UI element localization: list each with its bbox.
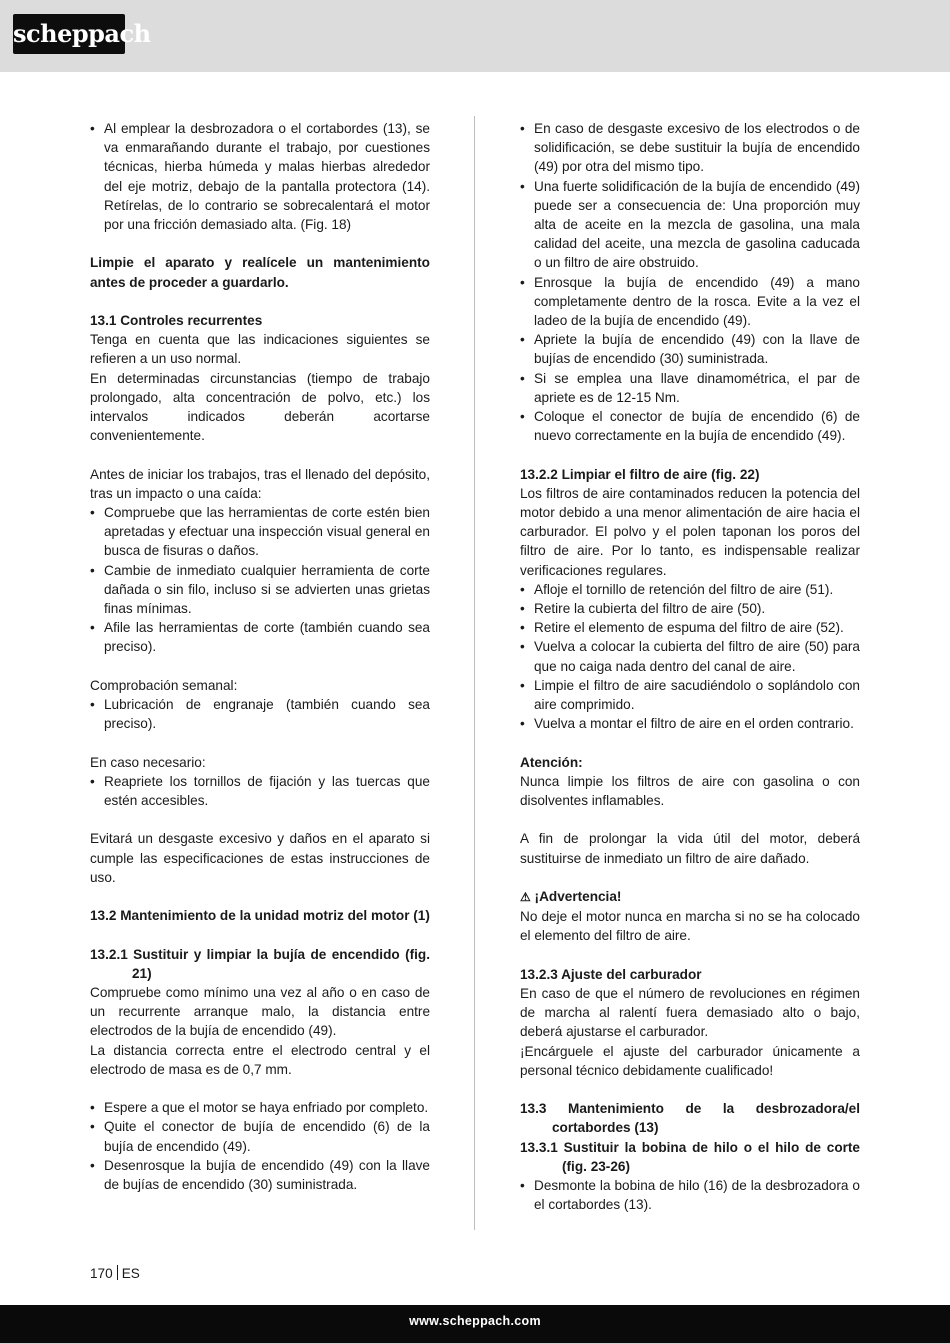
paragraph: Comprobación semanal:	[90, 677, 238, 693]
list-item: • Afloje el tornillo de retención del filtro de aire (51).	[520, 580, 860, 599]
paragraph: Antes de iniciar los trabajos, tras el llenado del depósito, tras un impacto o una caída:	[90, 466, 430, 501]
intro-list	[90, 119, 430, 234]
page-separator	[117, 1265, 118, 1280]
list-item: • Espere a que el motor se haya enfriado por completo.	[90, 1098, 430, 1117]
list-item: • Desmonte la bobina de hilo (16) de la desbrozadora o el cortabordes (13).	[520, 1176, 860, 1214]
before-work-list	[90, 503, 430, 657]
section-13-3-title: 13.3 Mantenimiento de la desbrozadora/el cortabordes (13)	[520, 1101, 860, 1136]
paragraph: En caso necesario:	[90, 754, 206, 770]
list-item: • En caso de desgaste excesivo de los electrodos o de solidificación, se debe sustituir la bujía de encendido (49) por otra del mismo tipo.	[520, 119, 860, 177]
list-item: • Apriete la bujía de encendido (49) con la llave de bujías de encendido (30) suministrada.	[520, 330, 860, 368]
right-column	[520, 119, 860, 1214]
page-number-value: 170	[90, 1266, 113, 1281]
attention-title: Atención:	[520, 754, 583, 770]
paragraph: A fin de prolongar la vida útil del motor, deberá sustituirse de inmediato un filtro de aire dañado.	[520, 831, 860, 866]
list-item: • Limpie el filtro de aire sacudiéndolo o soplándolo con aire comprimido.	[520, 676, 860, 714]
page-number	[90, 1265, 140, 1281]
section-13-2-1-title: 13.2.1 Sustituir y limpiar la bujía de encendido (fig. 21)	[90, 946, 430, 981]
list-item: • Vuelva a montar el filtro de aire en el orden contrario.	[520, 714, 860, 733]
paragraph: En caso de que el número de revoluciones en régimen de marcha al ralentí fuera demasiado alto o bajo, deberá ajustarse el carburador.	[520, 986, 860, 1040]
list-item: • Afile las herramientas de corte (también cuando sea preciso).	[90, 618, 430, 656]
air-filter-list	[520, 580, 860, 734]
section-13-2-2-title: 13.2.2 Limpiar el filtro de aire (fig. 22)	[520, 466, 760, 482]
section-13-3-1-title: 13.3.1 Sustituir la bobina de hilo o el hilo de corte (fig. 23-26)	[520, 1139, 860, 1174]
spark-plug-list	[90, 1098, 430, 1194]
list-item: • Compruebe que las herramientas de corte estén bien apretadas y efectuar una inspección visual general en busca de fisuras o daños.	[90, 503, 430, 561]
paragraph: No deje el motor nunca en marcha si no se ha colocado el elemento del filtro de aire.	[520, 909, 860, 944]
warning-triangle-icon: ⚠	[520, 890, 531, 905]
paragraph: Los filtros de aire contaminados reducen la potencia del motor debido a una menor alimentación de aire hacia el carburador. El polvo y el polen taponan los poros del filtro de aire. Por lo tanto, es indispensable realizar verificaciones regulares.	[520, 485, 860, 578]
warning-heading	[520, 887, 860, 907]
section-13-2-title: 13.2 Mantenimiento de la unidad motriz del motor (1)	[90, 908, 430, 924]
clean-notice: Limpie el aparato y realícele un mantenimiento antes de proceder a guardarlo.	[90, 255, 430, 290]
left-column	[90, 119, 430, 1194]
paragraph: Evitará un desgaste excesivo y daños en el aparato si cumple las especificaciones de estas instrucciones de uso.	[90, 831, 430, 885]
list-item: • Vuelva a colocar la cubierta del filtro de aire (50) para que no caiga nada dentro del canal de aire.	[520, 637, 860, 675]
list-item: • Desenrosque la bujía de encendido (49) con la llave de bujías de encendido (30) suministrada.	[90, 1156, 430, 1194]
section-13-2-3-title: 13.2.3 Ajuste del carburador	[520, 966, 702, 982]
list-item: • Quite el conector de bujía de encendido (6) de la bujía de encendido (49).	[90, 1117, 430, 1155]
scheppach-logo: scheppach	[13, 14, 125, 54]
paragraph: Compruebe como mínimo una vez al año o en caso de un recurrente arranque malo, la distancia entre electrodos de la bujía de encendido (49).	[90, 985, 430, 1039]
list-item: • Una fuerte solidificación de la bujía de encendido (49) puede ser a consecuencia de: Una proporción muy alta de aceite en la mezcla de gasolina, una mala calidad del aceite, una mezcla de gasolina caducada o un filtro de aire obstruido.	[520, 177, 860, 273]
spark-plug-list-continued	[520, 119, 860, 445]
line-spool-list	[520, 1176, 860, 1214]
list-item: • Coloque el conector de bujía de encendido (6) de nuevo correctamente en la bujía de encendido (49).	[520, 407, 860, 445]
list-item: • Enrosque la bujía de encendido (49) a mano completamente dentro de la rosca. Evite a la vez el ladeo de la bujía de encendido (49).	[520, 273, 860, 331]
column-divider	[474, 116, 475, 1230]
list-item: • Al emplear la desbrozadora o el cortabordes (13), se va enmarañando durante el trabajo, por cuestiones técnicas, hierba húmeda y malas hierbas alrededor del eje motriz, debajo de la pantalla protectora (14). Retírelas, de lo contrario se sobrecalentará el motor por una fricción demasiado alta. (Fig. 18)	[90, 119, 430, 234]
if-needed-list	[90, 772, 430, 810]
website-link[interactable]: www.scheppach.com	[409, 1314, 541, 1328]
list-item: • Retire la cubierta del filtro de aire (50).	[520, 599, 860, 618]
warning-title: ¡Advertencia!	[534, 889, 622, 905]
paragraph: Nunca limpie los filtros de aire con gasolina o con disolventes inflamables.	[520, 773, 860, 809]
list-item: • Reapriete los tornillos de fijación y las tuercas que estén accesibles.	[90, 772, 430, 810]
section-13-1-title: 13.1 Controles recurrentes	[90, 313, 263, 328]
language-code: ES	[121, 1266, 140, 1281]
weekly-list	[90, 695, 430, 733]
paragraph: La distancia correcta entre el electrodo central y el electrodo de masa es de 0,7 mm.	[90, 1042, 430, 1077]
paragraph: ¡Encárguele el ajuste del carburador únicamente a personal técnico debidamente cualificado!	[520, 1043, 860, 1078]
list-item: • Si se emplea una llave dinamométrica, el par de apriete es de 12-15 Nm.	[520, 369, 860, 407]
list-item: • Lubricación de engranaje (también cuando sea preciso).	[90, 695, 430, 733]
list-item: • Retire el elemento de espuma del filtro de aire (52).	[520, 618, 860, 637]
paragraph: Tenga en cuenta que las indicaciones siguientes se refieren a un uso normal.	[90, 332, 430, 367]
paragraph: En determinadas circunstancias (tiempo de trabajo prolongado, alta concentración de polvo, etc.) los intervalos indicados deberán acortarse convenientemente.	[90, 370, 430, 444]
list-item: • Cambie de inmediato cualquier herramienta de corte dañada o sin filo, incluso si se advierten unas grietas finas mínimas.	[90, 561, 430, 619]
